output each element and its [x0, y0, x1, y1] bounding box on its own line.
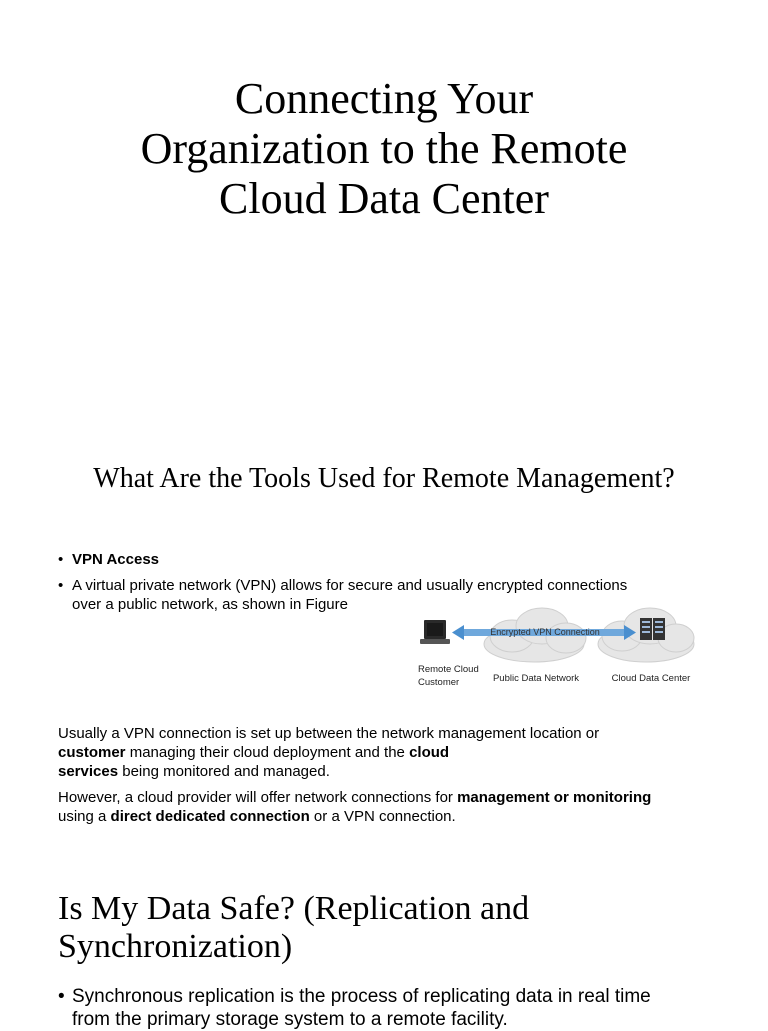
slide1-title-line: Organization to the Remote	[140, 124, 628, 173]
bold-term: cloud	[409, 744, 450, 761]
paragraph-text: managing their cloud deployment and the	[125, 744, 410, 761]
slide3-bullet-item	[58, 985, 758, 1031]
slide3-title-line: Synchronization)	[58, 928, 293, 965]
paragraph-text: or a VPN connection.	[309, 808, 456, 825]
bullet-text	[72, 985, 651, 1031]
slide1-title-line: Connecting Your	[234, 74, 534, 123]
bullet-dot-icon: •	[58, 551, 64, 568]
slide2-title: What Are the Tools Used for Remote Management?	[93, 463, 675, 494]
bullet-dot-icon: •	[58, 577, 64, 594]
bold-term: direct dedicated connection	[110, 808, 310, 825]
paragraph-text: Usually a VPN connection is set up between the network management location or	[58, 725, 600, 742]
paragraph-text: However, a cloud provider will offer network connections for	[58, 789, 458, 806]
bold-term: customer	[58, 744, 126, 761]
bold-term: management or monitoring	[457, 789, 652, 806]
bold-term: services	[58, 763, 119, 780]
customer-label: Remote Cloud	[418, 664, 479, 675]
slide3-title	[58, 890, 718, 966]
slide3-title-line: Is My Data Safe? (Replication and	[58, 890, 530, 927]
paragraph-text: being monitored and managed.	[118, 763, 330, 780]
paragraph-provider-connections	[58, 788, 718, 826]
laptop-icon	[420, 620, 450, 644]
bullet-item	[58, 550, 718, 569]
paragraph-text: using a	[58, 808, 111, 825]
slide1-title	[0, 74, 768, 224]
bullet-text-line: over a public network, as shown in Figure	[72, 596, 348, 613]
bullet-text-line: from the primary storage system to a remote facility.	[72, 1009, 508, 1030]
bullet-dot-icon: •	[58, 986, 65, 1007]
network-label: Public Data Network	[492, 673, 580, 684]
customer-label: Customer	[418, 677, 460, 688]
datacenter-label: Cloud Data Center	[611, 673, 691, 684]
connection-label: Encrypted VPN Connection	[490, 627, 600, 637]
bullet-text-line: A virtual private network (VPN) allows for secure and usually encrypted connections	[72, 577, 628, 594]
slide1-title-line: Cloud Data Center	[219, 174, 549, 223]
bullet-text-line: Synchronous replication is the process of replicating data in real time	[72, 986, 651, 1007]
bullet-text: VPN Access	[72, 551, 159, 568]
paragraph-vpn-setup	[58, 724, 718, 781]
vpn-figure	[414, 598, 704, 693]
